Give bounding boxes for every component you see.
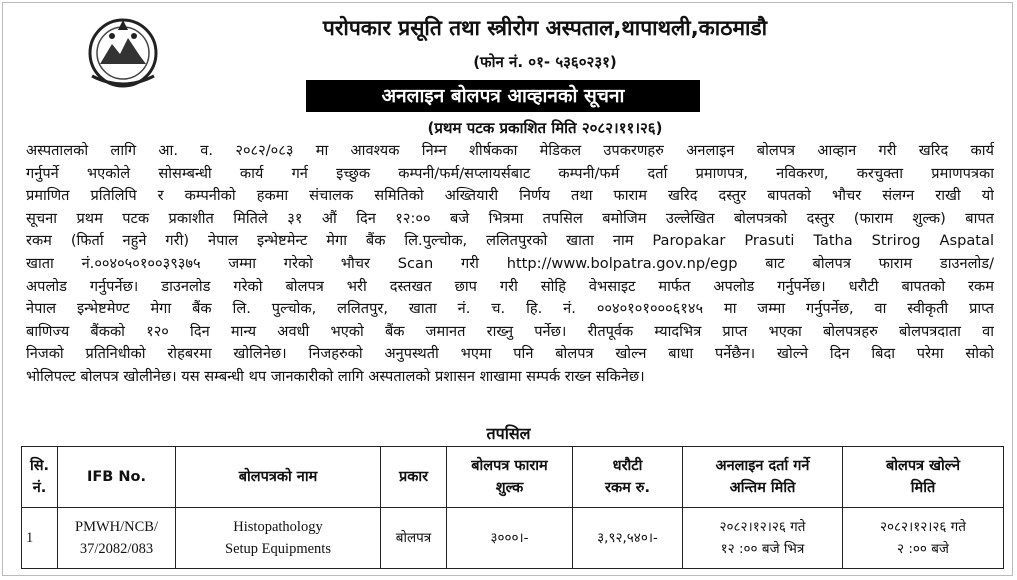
cell-type: बोलपत्र bbox=[381, 508, 447, 569]
col-header-sn: सि. नं. bbox=[22, 447, 58, 508]
cell-opening-date: २०८२।१२।२६ गते २ :०० बजे bbox=[843, 508, 1004, 569]
body-line: नेपाल इन्भेष्टमेण्ट मेगा बैंक लि. पुल्चोक, ललितपुर, खाता नं. च. हि. नं. ००४०१०१०००६१४५ मा जम्मा गर्नुपर्नेछ, वा स्वीकृती प्राप्त bbox=[26, 300, 994, 318]
col-header-opening-date: बोलपत्र खोल्ने मिति bbox=[843, 447, 1004, 508]
cell-ifb: PMWH/NCB/ 37/2082/083 bbox=[58, 508, 176, 569]
col-header-name: बोलपत्रको नाम bbox=[176, 447, 381, 508]
body-line: बाणिज्य बैंकको १२० दिन मान्य अवधी भएको बैंक जमानत राख्नु पर्नेछ। रीतपूर्वक म्यादभित्र प्राप्त भएका बोलपत्रहरु बोलपत्रदाता वा bbox=[26, 322, 994, 340]
schedule-heading: तपसिल bbox=[486, 424, 531, 443]
body-line: निजको प्रतिनिधीको रोहबरमा खोलिनेछ। निजहरुको अनुपस्थती भएमा पनि बोलपत्र खोल्न बाधा पर्नेछैन। खोल्ने दिन बिदा परेमा सोको bbox=[26, 345, 994, 363]
table-row bbox=[22, 508, 1004, 569]
body-line: अपलोड गर्नुपर्नेछ। डाउनलोड गरेको बोलपत्र भरी दस्तखत छाप गरी सोहि वेभसाइट मार्फत अपलोड गर्नुपर्नेछ। धरौटी बापतको रकम bbox=[26, 277, 994, 295]
body-line: सूचना प्रथम पटक प्रकाशीत मितिले ३१ औं दिन १२:०० बजे भित्रमा तपसिल बमोजिम उल्लेखित बोलपत्रको दस्तुर (फाराम शुल्क) बापत bbox=[26, 209, 994, 227]
col-header-fee: बोलपत्र फाराम शुल्क bbox=[447, 447, 573, 508]
schedule-table bbox=[21, 446, 1004, 569]
col-header-ifb: IFB No. bbox=[58, 447, 176, 508]
body-line: गर्नुपर्ने भएकोले सोसम्बन्धी कार्य गर्न इच्छुक कम्पनी/फर्म/सप्लायर्सबाट कम्पनी/फर्म दर्ता प्रमाणपत्र, नविकरण, करचुक्ता प्रमाणपत्रका bbox=[26, 164, 994, 182]
body-line: प्रमाणित प्रतिलिपि र कम्पनीको हकमा संचालक समितिको अख्तियारी निर्णय तथा फाराम खरिद दस्तुर बापतको भौचर संलग्न राखी यो bbox=[26, 187, 994, 205]
hospital-phone: (फोन नं. ०१- ५३६०२३१) bbox=[473, 53, 617, 71]
col-header-deposit: धरौटी रकम रु. bbox=[573, 447, 683, 508]
body-line: अस्पतालको लागि आ. व. २०८२/०८३ मा आवश्यक निम्न शीर्षकका मेडिकल उपकरणहरु अनलाइन बोलपत्र आव्हान गरी खरिद कार्य bbox=[26, 142, 994, 159]
table-header-row bbox=[22, 447, 1004, 508]
col-header-type: प्रकार bbox=[381, 447, 447, 508]
body-line: भोलिपल्ट बोलपत्र खोलीनेछ। यस सम्बन्धी थप जानकारीको लागि अस्पतालको प्रशासन शाखामा सम्पर्क राख्न सकिनेछ। bbox=[26, 367, 645, 385]
publish-date: (प्रथम पटक प्रकाशित मिति २०८२।११।२६) bbox=[427, 119, 663, 137]
hospital-name: परोपकार प्रसूति तथा स्त्रीरोग अस्पताल,थापाथली,काठमाडौ bbox=[322, 16, 768, 40]
body-line: खाता नं.००४०५०१००३९३७५ जम्मा गरेको भौचर Scan गरी http://www.bolpatra.gov.np/egp बाट बोलपत्र फाराम डाउनलोड/ bbox=[26, 254, 994, 272]
notice-body bbox=[26, 140, 994, 389]
notice-title: अनलाइन बोलपत्र आव्हानको सूचना bbox=[306, 80, 700, 112]
nepal-government-emblem-icon bbox=[82, 14, 164, 90]
cell-deposit: ३,९२,५४०।- bbox=[573, 508, 683, 569]
body-line: रकम (फिर्ता नहुने गरी) नेपाल इन्भेष्टमेन्ट मेगा बैंक लि.पुल्चोक, ललितपुरको खाता नाम Paropakar Prasuti Tatha Strirog Aspatal bbox=[26, 232, 994, 250]
col-header-registration-deadline: अनलाइन दर्ता गर्ने अन्तिम मिति bbox=[683, 447, 843, 508]
cell-registration-deadline: २०८२।१२।२६ गते १२ :०० बजे भित्र bbox=[683, 508, 843, 569]
cell-sn: 1 bbox=[22, 508, 58, 569]
cell-fee: ३०००।- bbox=[447, 508, 573, 569]
cell-name: Histopathology Setup Equipments bbox=[176, 508, 381, 569]
